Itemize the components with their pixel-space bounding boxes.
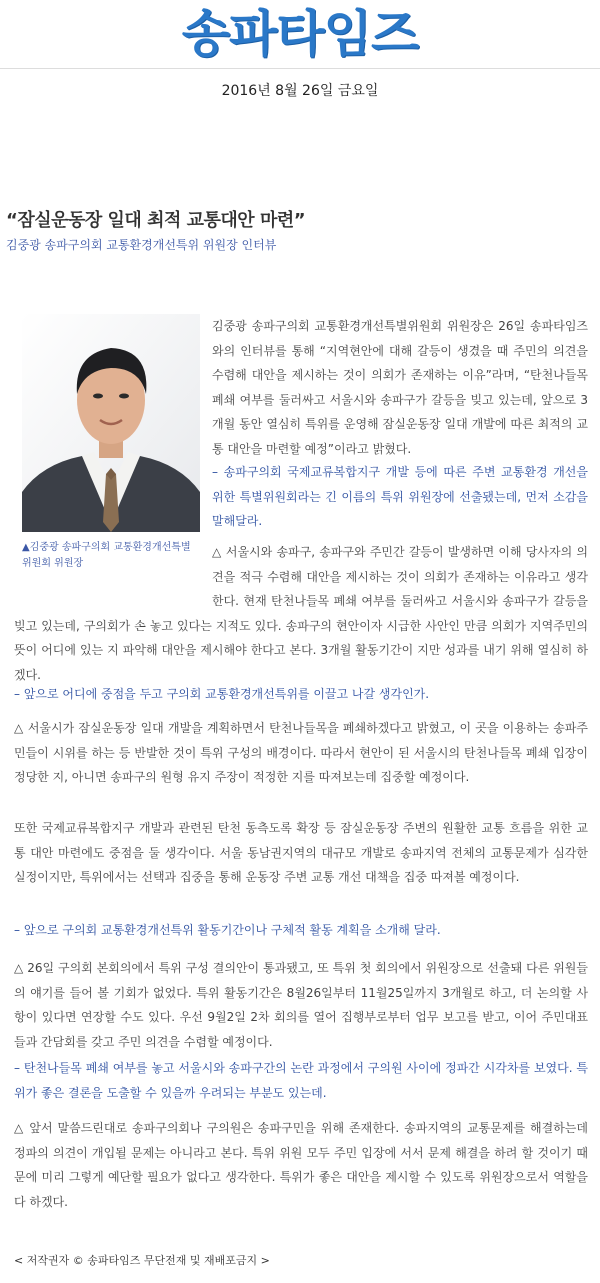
photo-float-spacer xyxy=(14,540,212,590)
interview-answer xyxy=(14,540,588,687)
article-photo xyxy=(22,314,200,572)
masthead-divider xyxy=(0,68,600,69)
interview-question: – 앞으로 구의회 교통환경개선특위 활동기간이나 구체적 활동 계획을 소개해 달라. xyxy=(14,923,441,937)
article-subhead: 김중광 송파구의회 교통환경개선특위 위원장 인터뷰 xyxy=(6,238,277,252)
interview-answer: △ 서울시가 잠실운동장 일대 개발을 계획하면서 탄천나들목을 폐쇄하겠다고 밝혔고, 이 곳을 이용하는 송파주민들이 시위를 하는 등 반발한 것이 특위 구성의 배경이다. 따라서 현안이 된 서울시의 탄천나들목 폐쇄 입장이 정당한 지, 아니면 송파구의 원형 유지 주장이 적정한 지를 따져보는데 집중할 예정이다. xyxy=(14,721,588,784)
site-logo[interactable]: 송파타임즈 xyxy=(181,5,419,63)
interview-question: – 송파구의회 국제교류복합지구 개발 등에 따른 주변 교통환경 개선을 위한 특별위원회라는 긴 이름의 특위 위원장에 선출됐는데, 먼저 소감을 말해달라. xyxy=(212,465,588,528)
photo-caption: ▲김중광 송파구의회 교통환경개선특별위원회 위원장 xyxy=(22,542,191,569)
article-paragraph: 김중광 송파구의회 교통환경개선특별위원회 위원장은 26일 송파타임즈와의 인터뷰를 통해 “지역현안에 대해 갈등이 생겼을 때 주민의 의견을 수렴해 대안을 제시하는 것이 의회가 존재하는 이유”라며, “탄천나들목 폐쇄 여부를 둘러싸고 서울시와 송파구가 갈등을 빚고 있는데, 앞으로 3개월 동안 열심히 특위를 운영해 잠실운동장 일대 개발에 따른 최적의 교통 대안을 마련할 예정”이라고 밝혔다. xyxy=(212,319,588,456)
interview-answer: △ 26일 구의회 본회의에서 특위 구성 결의안이 통과됐고, 또 특위 첫 회의에서 위원장으로 선출돼 다른 위원들의 얘기를 들어 볼 기회가 없었다. 특위 활동기간은 8월26일부터 11월25일까지 3개월로 하고, 더 논의할 사항이 있다면 연장할 수도 있다. 우선 9월2일 2차 회의를 열어 집행부로부터 업무 보고를 받고, 이어 주민대표들과 간담회를 갖고 주민 의견을 수렴할 예정이다. xyxy=(14,961,588,1049)
interview-answer-text: △ 서울시와 송파구, 송파구와 주민간 갈등이 발생하면 이해 당사자의 의견을 적극 수렴해 대안을 제시하는 것이 의회가 존재하는 이유라고 생각한다. 현재 탄천나들목 폐쇄 여부를 둘러싸고 서울시와 송파구가 갈등을 빚고 있는데, 구의회가 손 놓고 있다는 지적도 있다. 송파구의 현안이자 시급한 사안인 만큼 의회가 지역주민의 뜻이 어디에 있는 지 파악해 대안을 제시해야 한다고 본다. 3개월 활동기간이 지만 성과를 내기 위해 열심히 하겠다. xyxy=(14,545,588,682)
portrait-photo xyxy=(22,314,200,532)
article-headline: “잠실운동장 일대 최적 교통대안 마련” xyxy=(6,210,306,231)
copyright-notice: < 저작권자 © 송파타임즈 무단전재 및 재배포금지 > xyxy=(14,1254,270,1267)
interview-question: – 탄천나들목 폐쇄 여부를 놓고 서울시와 송파구간의 논란 과정에서 구의원 사이에 정파간 시각차를 보였다. 특위가 좋은 결론을 도출할 수 있을까 우려되는 부분도 있는데. xyxy=(14,1061,588,1100)
interview-question: – 앞으로 어디에 중점을 두고 구의회 교통환경개선특위를 이끌고 나갈 생각인가. xyxy=(14,687,430,701)
issue-date: 2016년 8월 26일 금요일 xyxy=(221,83,379,99)
masthead xyxy=(0,4,600,64)
interview-answer: 또한 국제교류복합지구 개발과 관련된 탄천 동측도록 확장 등 잠실운동장 주변의 원활한 교통 흐름을 위한 교통 대안 마련에도 중점을 둘 생각이다. 서울 동남권지역의 대규모 개발로 송파지역 전체의 교통문제가 심각한 실정이지만, 특위에서는 선택과 집중을 통해 운동장 주변 교통 개선 대책을 집중 따져볼 예정이다. xyxy=(14,821,588,884)
interview-answer: △ 앞서 말씀드린대로 송파구의회나 구의원은 송파구민을 위해 존재한다. 송파지역의 교통문제를 해결하는데 정파의 의견이 개입될 문제는 아니라고 본다. 특위 위원 모두 주민 입장에 서서 문제 해결을 하려 할 것이기 때문에 미리 그렇게 예단할 필요가 없다고 생각한다. 특위가 좋은 대안을 제시할 수 있도록 위원장으로서 역할을 다 하겠다. xyxy=(14,1121,588,1209)
